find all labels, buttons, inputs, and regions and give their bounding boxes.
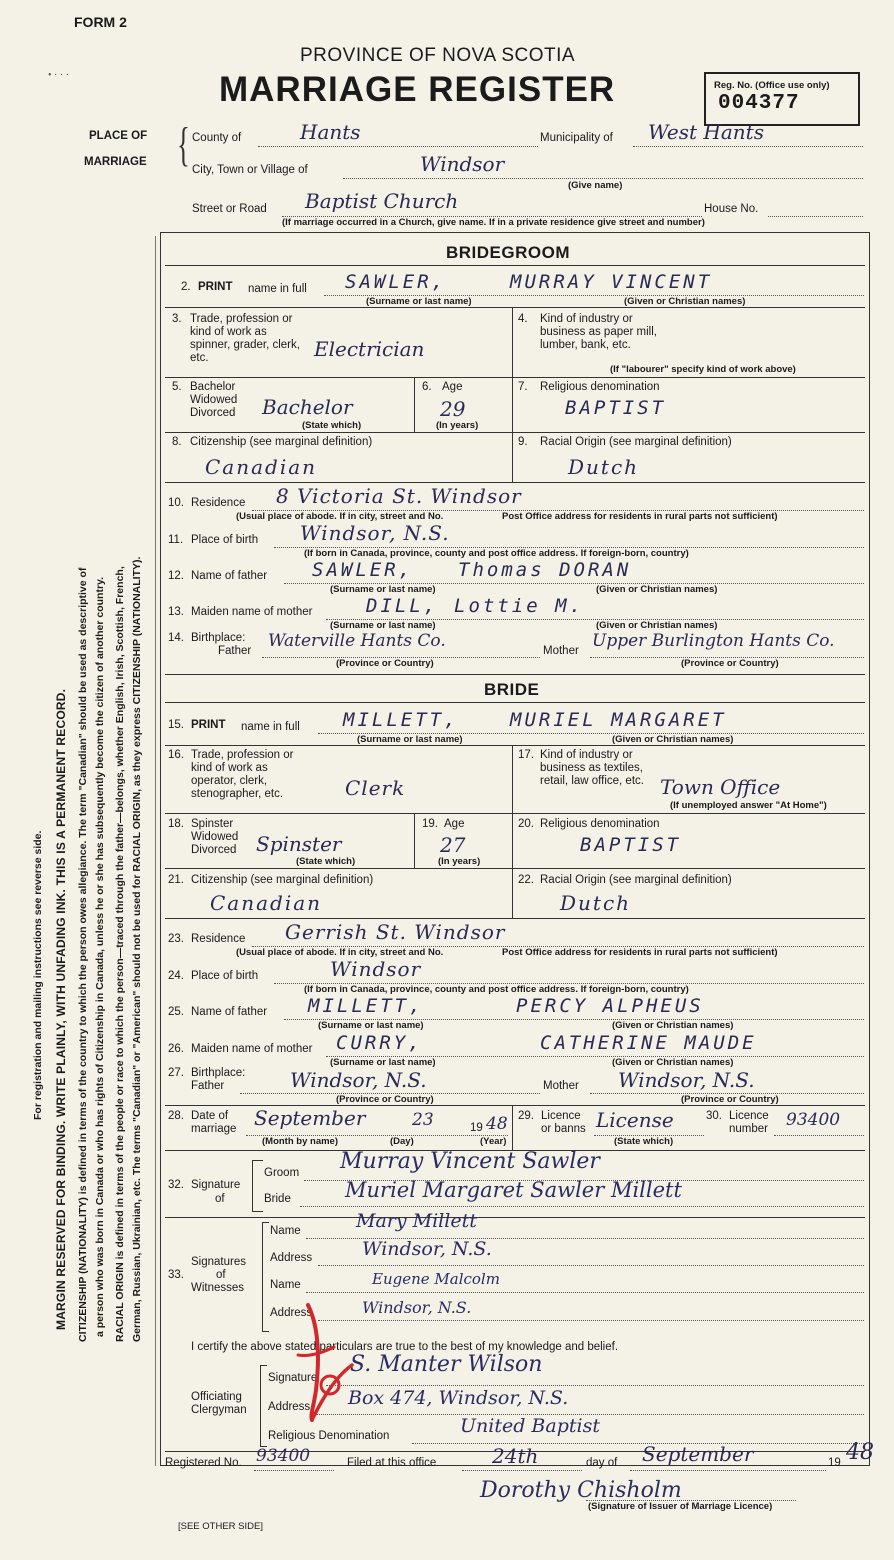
bride-religion: BAPTIST [580,834,682,856]
divider [165,265,865,266]
groom-religion: BAPTIST [565,397,667,419]
city-value: Windsor [420,152,505,176]
groom-surname: SAWLER, [345,271,447,293]
groom-residence: 8 Victoria St. Windsor [276,484,522,508]
witness2-address: Windsor, N.S. [362,1298,472,1317]
field-12-label: Name of father [191,570,268,582]
groom-mother-given: Lottie M. [454,595,584,617]
field-10-number: 10. [168,497,184,509]
issuer-caption: (Signature of Issuer of Marriage Licence) [588,1501,773,1512]
county-value: Hants [300,120,361,144]
field-33-label-c: Witnesses [191,1282,245,1294]
municipality-line [633,146,863,147]
field-15-label: name in full [241,721,300,733]
field-33-label-a: Signatures [191,1256,246,1268]
county-line [258,146,538,147]
divider [512,868,513,918]
field-2-label: name in full [248,283,307,295]
divider [165,307,865,308]
street-value: Baptist Church [305,189,459,213]
field-25-number: 25. [168,1006,184,1018]
surname-caption: (Surname or last name) [357,734,463,745]
marriage-year-prefix: 19 [470,1122,483,1134]
field-8-label: Citizenship (see marginal definition) [190,436,373,448]
field-30-line [774,1135,864,1136]
groom-occupation: Electrician [314,337,425,361]
marriage-year: 48 [486,1114,508,1134]
witness2-name-label: Name [270,1279,301,1291]
field-10-label: Residence [191,497,246,509]
bride-age: 27 [440,833,466,857]
field-4-caption: (If "labourer" specify kind of work above) [610,364,796,375]
brace: { [177,118,190,171]
marriage-month: September [254,1106,366,1130]
field-32-number: 32. [168,1179,184,1191]
give-name-caption: (Give name) [568,180,623,191]
groom-signature: Murray Vincent Sawler [340,1149,600,1174]
field-9-number: 9. [518,436,528,448]
divider [512,377,513,432]
field-22-number: 22. [518,874,534,886]
day-caption: (Day) [390,1136,414,1147]
divider [512,1105,513,1150]
divider [165,377,865,378]
field-14-label-b: Father [218,645,252,657]
field-2-number: 2. [181,281,191,293]
form-label: FORM 2 [74,14,127,30]
field-30-number: 30. [706,1110,722,1122]
issuer-signature: Dorothy Chisholm [480,1478,682,1503]
field-15-label-bold: PRINT [191,719,226,731]
field-24-label: Place of birth [191,970,259,982]
field-33-number: 33. [168,1269,184,1281]
field-8-number: 8. [172,436,182,448]
field-4-number: 4. [518,313,528,325]
field-14-number: 14. [168,632,184,644]
given-caption: (Given or Christian names) [596,620,718,631]
bride-given: MURIEL MARGARET [510,709,727,731]
bride-heading: BRIDE [484,680,540,699]
clergy-signature: S. Manter Wilson [350,1352,543,1377]
margin-instructions: For registration and mailing instructions see reverse side. [32,830,44,1120]
field-3-label: Trade, profession or kind of work as spinner, grader, clerk, etc. [190,313,300,364]
field-17-caption: (If unemployed answer "At Home") [670,800,827,811]
groom-birthplace: Windsor, N.S. [300,521,450,545]
divider [512,432,513,482]
field-16-label: Trade, profession or kind of work as operator, clerk, stenographer, etc. [191,749,294,800]
field-6-number: 6. [422,381,432,393]
field-14-label-a: Birthplace: [191,632,246,644]
divider [165,482,865,483]
bride-citizenship: Canadian [210,891,323,915]
witness1-name: Mary Millett [356,1210,477,1232]
state-which-caption: (State which) [614,1136,674,1147]
red-check-mark [290,1295,360,1430]
bride-residence: Gerrish St. Windsor [285,920,506,944]
margin-racial-1: RACIAL ORIGIN is defined in terms of the people or race to which the person—traced through the father—belongs, whether English, Irish, Scottish, French, [114,566,126,1342]
surname-caption: (Surname or last name) [318,1020,424,1031]
house-line [768,216,863,217]
field-2-label-bold: PRINT [198,281,233,293]
witness2-name: Eugene Malcolm [372,1270,500,1288]
residence-caption-b: Post Office address for residents in rural parts not sufficient) [502,947,778,958]
field-25-label: Name of father [191,1006,268,1018]
field-3-number: 3. [172,313,182,325]
field-33-label-b: of [216,1269,226,1281]
see-other-side: [SEE OTHER SIDE] [178,1521,263,1532]
witness2-address-label: Address [270,1307,313,1319]
surname-caption: (Surname or last name) [330,584,436,595]
divider [512,813,513,868]
province-heading: PROVINCE OF NOVA SCOTIA [300,45,576,66]
witness2-name-line [306,1292,864,1293]
residence-caption-a: (Usual place of abode. If in city, street and No. [236,511,444,522]
field-9-label: Racial Origin (see marginal definition) [540,436,732,448]
field-11-number: 11. [168,534,184,546]
birthplace-caption: (If born in Canada, province, county and post office address. If foreign-born, country) [304,548,689,559]
bride-father-surname: MILLETT, [308,995,424,1017]
witness1-name-label: Name [270,1225,301,1237]
field-30-label-a: Licence [729,1110,769,1122]
residence-caption-b: Post Office address for residents in rural parts not sufficient) [502,511,778,522]
field-21-label: Citizenship (see marginal definition) [191,874,374,886]
field-29-number: 29. [518,1110,534,1122]
in-years-caption: (In years) [438,856,481,867]
field-26-number: 26. [168,1043,184,1055]
field-23-label: Residence [191,933,246,945]
filed-label: Filed at this office [347,1457,437,1469]
residence-caption-a: (Usual place of abode. If in city, street and No. [236,947,444,958]
given-caption: (Given or Christian names) [624,296,746,307]
city-label: City, Town or Village of [192,164,308,176]
marriage-day: 23 [412,1110,434,1130]
field-30-label-b: number [729,1123,768,1135]
bride-industry: Town Office [660,775,781,799]
divider [165,432,865,433]
birthplace-caption: (If born in Canada, province, county and post office address. If foreign-born, country) [304,984,689,995]
field-13-label: Maiden name of mother [191,606,313,618]
field-26-label: Maiden name of mother [191,1043,313,1055]
clergy-address: Box 474, Windsor, N.S. [348,1387,569,1409]
filed-day: 24th [492,1444,539,1468]
field-28-label-b: marriage [191,1123,237,1135]
divider [512,745,513,813]
certification-text: I certify the above stated particulars are true to the best of my knowledge and belief. [191,1341,619,1353]
groom-citizenship: Canadian [205,455,318,479]
city-line [343,178,863,179]
bride-father-given: PERCY ALPHEUS [516,995,704,1017]
bride-mother-given: CATHERINE MAUDE [540,1032,757,1054]
field-4-label: Kind of industry or business as paper mill, lumber, bank, etc. [540,313,657,351]
field-27-number: 27. [168,1067,184,1079]
county-label: County of [192,132,242,144]
clergy-address-label: Address [268,1401,311,1413]
groom-racial-origin: Dutch [568,455,640,479]
religious-denomination-line [412,1443,864,1444]
field-5-number: 5. [172,381,182,393]
province-caption: (Province or Country) [336,1094,434,1105]
divider [414,377,415,432]
state-which-caption: (State which) [302,420,362,431]
bride-occupation: Clerk [345,776,406,800]
witness2-address-line [318,1320,864,1321]
province-caption: (Province or Country) [336,658,434,669]
day-of-label: day of [586,1457,618,1469]
field-7-number: 7. [518,381,528,393]
field-29-label-a: Licence [541,1110,581,1122]
field-28-label-a: Date of [191,1110,229,1122]
given-caption: (Given or Christian names) [596,584,718,595]
margin-warning: MARGIN RESERVED FOR BINDING. WRITE PLAINLY, WITH UNFADING INK. THIS IS A PERMANENT RECORD. [54,688,68,1330]
groom-father-surname: SAWLER, [312,559,414,581]
field-24-number: 24. [168,970,184,982]
field-18-number: 18. [168,818,184,830]
field-21-number: 21. [168,874,184,886]
field-7-label: Religious denomination [540,381,660,393]
field-22-label: Racial Origin (see marginal definition) [540,874,732,886]
place-label-2: MARRIAGE [84,156,147,168]
bride-father-birthplace: Windsor, N.S. [290,1068,427,1092]
divider [512,307,513,377]
field-6-label: Age [442,381,463,393]
field-32-label-a: Signature [191,1179,241,1191]
municipality-value: West Hants [648,120,764,144]
divider [414,813,415,868]
field-15-number: 15. [168,719,184,731]
street-label: Street or Road [192,203,267,215]
bride-racial-origin: Dutch [560,891,632,915]
field-17-label: Kind of industry or business as textiles, retail, law office, etc. [540,749,644,787]
religious-denomination-label: Religious Denomination [268,1430,390,1442]
field-16-number: 16. [168,749,184,761]
bride-status: Spinster [256,832,342,856]
province-caption: (Province or Country) [681,1094,779,1105]
bride-mother-birthplace: Windsor, N.S. [618,1068,755,1092]
bracket [260,1365,267,1447]
field-28-number: 28. [168,1110,184,1122]
witness1-address-line [318,1265,864,1266]
filed-year-prefix: 19 [828,1457,841,1469]
bride-signature: Muriel Margaret Sawler Millett [345,1178,682,1202]
bride-surname: MILLETT, [343,709,459,731]
divider [165,1217,865,1218]
bridegroom-heading: BRIDEGROOM [446,243,570,262]
filed-year: 48 [846,1440,874,1465]
registered-no-value: 93400 [256,1446,311,1466]
province-caption: (Province or Country) [681,658,779,669]
field-23-number: 23. [168,933,184,945]
given-caption: (Given or Christian names) [612,734,734,745]
divider [165,745,865,746]
officiating-label-a: Officiating [191,1391,242,1403]
groom-age: 29 [440,397,466,421]
field-11-label: Place of birth [191,534,259,546]
field-29-label-b: or banns [541,1123,586,1135]
groom-sig-label: Groom [264,1167,300,1179]
margin-racial-2: German, Russian, Ukrainian, etc. The terms "Canadian" or "American" should not be used for RACIAL ORIGIN, as they express CITIZENSHIP (NATIONALITY). [131,556,143,1342]
frame-shadow-line [155,236,156,1466]
state-which-caption: (State which) [296,856,356,867]
field-12-number: 12. [168,570,184,582]
bride-birthplace: Windsor [330,957,422,981]
reg-no-box [704,72,860,126]
groom-given: MURRAY VINCENT [510,271,713,293]
bracket [252,1160,263,1212]
ink-mark: • · · · [48,70,69,81]
field-17-number: 17. [518,749,534,761]
given-caption: (Given or Christian names) [612,1020,734,1031]
field-27-label-a: Birthplace: [191,1067,246,1079]
clergy-denomination: United Baptist [460,1415,600,1437]
registered-no-line [254,1470,334,1471]
field-5-label: Bachelor Widowed Divorced [190,381,238,419]
field-32-label-b: of [215,1193,225,1205]
groom-mother-surname: DILL, [366,595,439,617]
field-20-label: Religious denomination [540,818,660,830]
house-label: House No. [704,203,759,215]
licence-number: 93400 [786,1110,841,1130]
divider [165,813,865,814]
registered-no-label: Registered No. [165,1457,242,1469]
surname-caption: (Surname or last name) [366,296,472,307]
bride-mother-surname: CURRY, [336,1032,423,1054]
street-note: (If marriage occurred in a Church, give name. If in a private residence give street and number) [282,217,705,228]
clergy-sig-line [326,1385,864,1386]
bride-sig-line [300,1206,864,1207]
filed-month: September [642,1442,754,1466]
field-18-label: Spinster Widowed Divorced [191,818,239,856]
reg-no-label: Reg. No. (Office use only) [714,80,830,91]
bride-sig-label: Bride [264,1193,291,1205]
officiating-label-b: Clergyman [191,1404,247,1416]
margin-citizenship-1: CITIZENSHIP (NATIONALITY) is defined in terms of the country to which the person owes allegiance. The term "Canadian" should be used as descriptive of [77,567,89,1342]
licence-or-banns: License [596,1108,674,1132]
clergy-sig-label: Signature [268,1372,318,1384]
witness1-address: Windsor, N.S. [362,1238,492,1260]
reg-no-value: 004377 [718,92,800,115]
surname-caption: (Surname or last name) [330,1057,436,1068]
field-19-label: Age [444,818,465,830]
divider [165,702,865,703]
groom-status: Bachelor [262,395,353,419]
field-14-mother-label: Mother [543,645,579,657]
month-caption: (Month by name) [262,1136,338,1147]
filed-month-line [630,1470,826,1471]
municipality-label: Municipality of [540,132,613,144]
divider [165,918,865,919]
field-27-mother-label: Mother [543,1080,579,1092]
field-20-number: 20. [518,818,534,830]
groom-mother-birthplace: Upper Burlington Hants Co. [592,631,835,651]
field-13-number: 13. [168,606,184,618]
margin-citizenship-2: a person who was born in Canada or who has rights of Citizenship in Canada, unless he or she has subsequently become the citizen of another country. [94,576,106,1337]
place-label-1: PLACE OF [89,130,148,142]
divider [165,674,865,675]
groom-father-birthplace: Waterville Hants Co. [268,631,446,651]
filed-day-line [462,1470,582,1471]
in-years-caption: (In years) [436,420,479,431]
document-title: MARRIAGE REGISTER [219,70,616,109]
year-caption: (Year) [480,1136,507,1147]
witness1-address-label: Address [270,1252,313,1264]
field-19-number: 19. [422,818,438,830]
given-caption: (Given or Christian names) [612,1057,734,1068]
field-27-label-b: Father [191,1080,225,1092]
surname-caption: (Surname or last name) [330,620,436,631]
groom-father-given: Thomas DORAN [458,559,632,581]
bracket [262,1222,269,1332]
divider [165,868,865,869]
